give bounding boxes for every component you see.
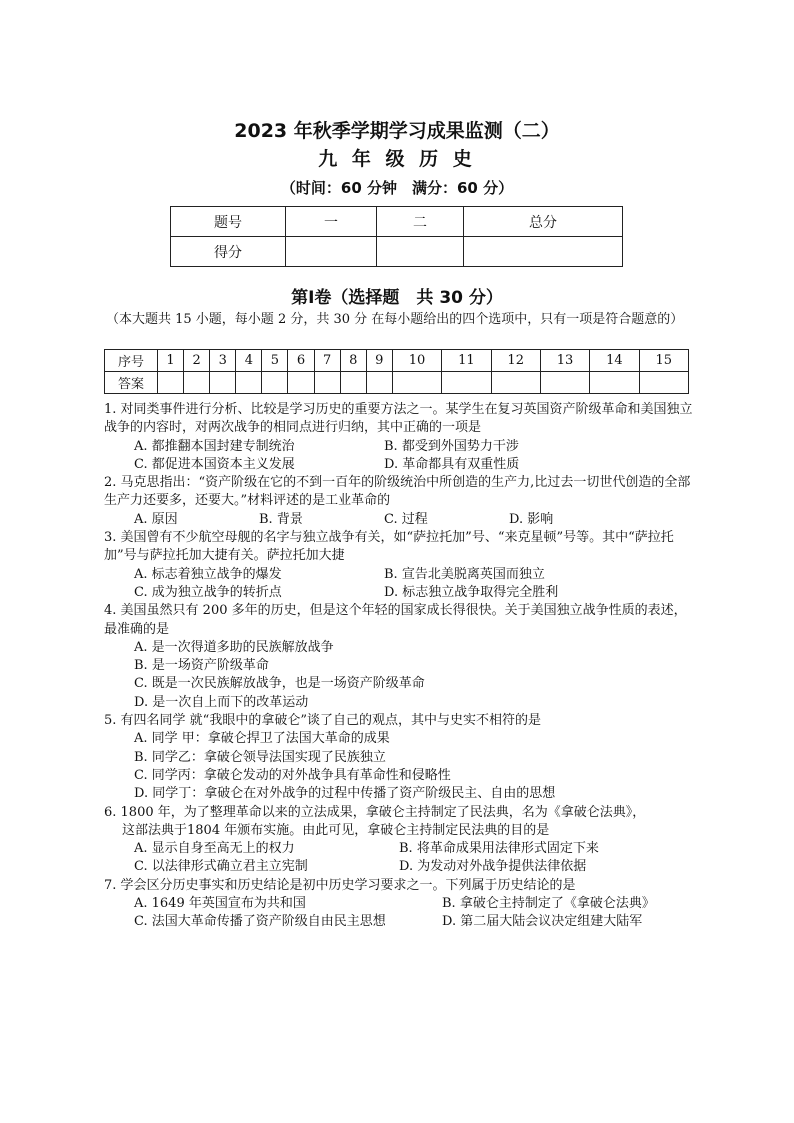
answer-number-cell: 1 [158,350,184,372]
option-d[interactable]: D. 是一次自上而下的改革运动 [134,694,309,710]
answer-number-cell: 7 [314,350,340,372]
option-c[interactable]: C. 都促进本国资本主义发展 [134,456,295,472]
score-table-score-row [171,237,623,267]
option-grid [104,438,696,475]
question-stem: 3. 美国曾有不少航空母舰的名字与独立战争有关，如“萨拉托加”号、“来克星顿”号等。其中“萨拉托加”号与萨拉托加大捷有关。萨拉托加大捷 [104,530,674,564]
question-stem: 5. 有四名同学 就“我眼中的拿破仑”谈了自己的观点，其中与史实不相符的是 [104,713,541,729]
question-stem: 1. 对同类事件进行分析、比较是学习历史的重要方法之一。某学生在复习英国资产阶级革命和美国独立战争的内容时，对两次战争的相同点进行归纳，其中正确的一项是 [104,402,693,436]
option-d[interactable]: D. 同学丁：拿破仑在对外战争的过程中传播了资产阶级民主、自由的思想 [134,786,556,802]
section-instructions: （本大题共 15 小题，每小题 2 分，共 30 分 在每小题给出的四个选项中，只有一项是符合题意的） [106,312,684,327]
option-b[interactable]: B. 背景 [259,511,303,527]
option-list [104,639,696,712]
option-grid [104,566,696,603]
question-5 [104,712,696,803]
score-blank-cell[interactable] [286,237,377,267]
answer-number-cell: 3 [210,350,236,372]
score-header-cell: 二 [377,207,464,237]
option-b[interactable]: B. 都受到外国势力干涉 [384,438,519,454]
option-a[interactable]: A. 都推翻本国封建专制统治 [134,438,295,454]
score-blank-cell[interactable] [377,237,464,267]
answer-blank-cell[interactable] [340,372,366,394]
answer-number-cell: 8 [340,350,366,372]
answer-header-label: 序号 [105,350,158,372]
answer-blank-cell[interactable] [491,372,540,394]
answer-blank-cell[interactable] [184,372,210,394]
score-header-cell: 题号 [171,207,286,237]
answer-blank-cell[interactable] [236,372,262,394]
score-row-label: 得分 [171,237,286,267]
option-grid [104,511,696,529]
answer-blank-cell[interactable] [366,372,392,394]
answer-number-cell: 15 [639,350,688,372]
answer-blank-cell[interactable] [262,372,288,394]
answer-blank-cell[interactable] [540,372,589,394]
answer-blank-cell[interactable] [210,372,236,394]
exam-subject: 九 年 级 历 史 [318,148,476,170]
option-b[interactable]: B. 是一场资产阶级革命 [134,658,269,674]
option-a[interactable]: A. 是一次得道多助的民族解放战争 [134,639,334,655]
question-3 [104,529,696,602]
question-stem: 2. 马克思指出：“资产阶级在它的不到一百年的阶级统治中所创造的生产力,比过去一切世代创造的全部生产力还要多，还要大。”材料评述的是工业革命的 [104,475,691,509]
question-stem: 6. 1800 年，为了整理革命以来的立法成果，拿破仑主持制定了民法典，名为《拿破仑法典》， [104,804,646,820]
answer-number-cell: 9 [366,350,392,372]
option-d[interactable]: D. 为发动对外战争提供法律依据 [399,859,587,875]
option-d[interactable]: D. 标志独立战争取得完全胜利 [384,584,559,600]
option-b[interactable]: B. 拿破仑主持制定了《拿破仑法典》 [442,896,655,912]
answer-blank-cell[interactable] [288,372,314,394]
answer-blank-cell[interactable] [392,372,441,394]
answer-number-cell: 11 [442,350,491,372]
answer-blank-cell[interactable] [314,372,340,394]
answer-number-row [105,350,689,372]
option-c[interactable]: C. 成为独立战争的转折点 [134,584,282,600]
question-7 [104,877,696,932]
option-b[interactable]: B. 同学乙：拿破仑领导法国实现了民族独立 [134,749,386,765]
option-c[interactable]: C. 既是一次民族解放战争，也是一场资产阶级革命 [134,676,425,692]
option-a[interactable]: A. 标志着独立战争的爆发 [134,566,282,582]
question-stem-continued: 这部法典于1804 年颁布实施。由此可见，拿破仑主持制定民法典的目的是 [122,822,550,838]
answer-number-cell: 10 [392,350,441,372]
answer-number-cell: 2 [184,350,210,372]
option-a[interactable]: A. 原因 [134,511,178,527]
score-header-cell: 一 [286,207,377,237]
answer-table [104,349,689,394]
question-4 [104,602,696,712]
score-blank-cell[interactable] [464,237,623,267]
answer-number-cell: 12 [491,350,540,372]
answer-blank-cell[interactable] [158,372,184,394]
answer-row-label: 答案 [105,372,158,394]
option-grid [104,840,696,877]
answer-number-cell: 5 [262,350,288,372]
question-stem: 7. 学会区分历史事实和历史结论是初中历史学习要求之一。下列属于历史结论的是 [104,877,576,893]
option-a[interactable]: A. 同学 甲：拿破仑捍卫了法国大革命的成果 [134,731,390,747]
question-list [104,401,696,932]
answer-blank-row [105,372,689,394]
answer-number-cell: 14 [590,350,639,372]
option-a[interactable]: A. 显示自身至高无上的权力 [134,841,295,857]
option-a[interactable]: A. 1649 年英国宣布为共和国 [134,896,306,912]
option-c[interactable]: C. 法国大革命传播了资产阶级自由民主思想 [134,914,386,930]
option-b[interactable]: B. 宣告北美脱离英国而独立 [384,566,545,582]
question-2 [104,474,696,529]
score-table-header-row [171,207,623,237]
time-info: （时间：60 分钟 满分：60 分） [280,179,514,197]
question-6 [104,804,696,877]
exam-title: 2023 年秋季学期学习成果监测（二） [234,120,560,142]
option-d[interactable]: D. 革命都具有双重性质 [384,456,520,472]
section-title: 第Ⅰ卷（选择题 共 30 分） [291,288,503,308]
option-list [104,730,696,803]
answer-blank-cell[interactable] [442,372,491,394]
score-table [170,206,623,267]
option-b[interactable]: B. 将革命成果用法律形式固定下来 [399,841,599,857]
option-c[interactable]: C. 以法律形式确立君主立宪制 [134,859,308,875]
option-d[interactable]: D. 影响 [509,511,554,527]
score-header-cell: 总分 [464,207,623,237]
answer-blank-cell[interactable] [639,372,688,394]
option-d[interactable]: D. 第二届大陆会议决定组建大陆军 [442,914,643,930]
answer-number-cell: 4 [236,350,262,372]
option-c[interactable]: C. 同学丙：拿破仑发动的对外战争具有革命性和侵略性 [134,767,451,783]
question-stem: 4. 美国虽然只有 200 多年的历史，但是这个年轻的国家成长得很快。关于美国独立战争性质的表述，最准确的是 [104,603,687,637]
option-grid [104,895,696,932]
option-c[interactable]: C. 过程 [384,511,428,527]
answer-number-cell: 6 [288,350,314,372]
question-1 [104,401,696,474]
answer-blank-cell[interactable] [590,372,639,394]
answer-number-cell: 13 [540,350,589,372]
